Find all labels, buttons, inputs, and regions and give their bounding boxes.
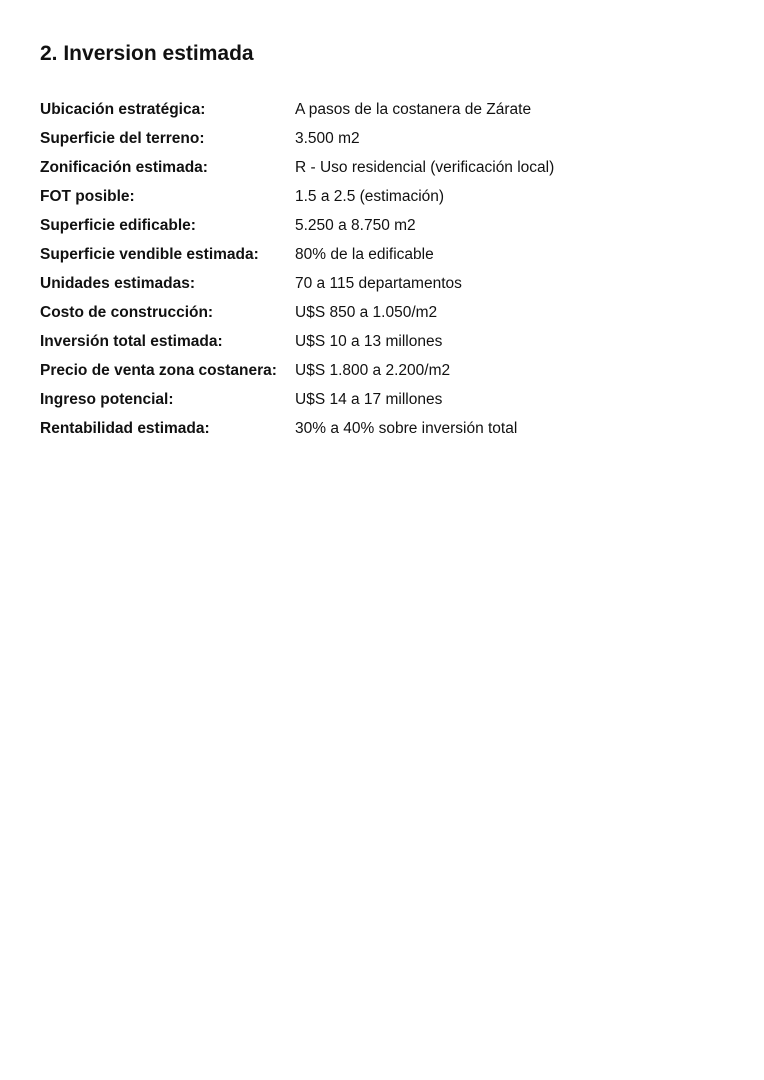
detail-value: R - Uso residencial (verificación local): [295, 158, 555, 176]
detail-label: FOT posible:: [40, 187, 135, 205]
detail-label: Rentabilidad estimada:: [40, 419, 210, 437]
detail-value: 3.500 m2: [295, 129, 360, 147]
detail-value: A pasos de la costanera de Zárate: [295, 100, 532, 118]
detail-value: U$S 14 a 17 millones: [295, 390, 443, 408]
detail-row-superficie-terreno: [40, 124, 720, 153]
detail-value: 80% de la edificable: [295, 245, 434, 263]
detail-label: Costo de construcción:: [40, 303, 214, 321]
detail-row-rentabilidad: [40, 414, 720, 443]
detail-label: Superficie edificable:: [40, 216, 196, 234]
detail-row-precio-venta: [40, 356, 720, 385]
detail-row-ubicacion: [40, 95, 720, 124]
detail-row-superficie-edificable: [40, 211, 720, 240]
detail-row-zonificacion: [40, 153, 720, 182]
detail-label: Superficie del terreno:: [40, 129, 205, 147]
detail-value: U$S 850 a 1.050/m2: [295, 303, 438, 321]
detail-label: Inversión total estimada:: [40, 332, 223, 350]
detail-label: Unidades estimadas:: [40, 274, 196, 292]
detail-row-costo-construccion: [40, 298, 720, 327]
detail-label: Zonificación estimada:: [40, 158, 208, 176]
detail-label: Ingreso potencial:: [40, 390, 174, 408]
detail-row-unidades: [40, 269, 720, 298]
detail-value: U$S 1.800 a 2.200/m2: [295, 361, 451, 379]
investment-details-list: [40, 95, 720, 443]
detail-value: 5.250 a 8.750 m2: [295, 216, 416, 234]
section-heading: 2. Inversion estimada: [40, 42, 254, 65]
detail-label: Precio de venta zona costanera:: [40, 361, 277, 379]
detail-value: 70 a 115 departamentos: [295, 274, 462, 292]
detail-label: Superficie vendible estimada:: [40, 245, 259, 263]
detail-row-fot: [40, 182, 720, 211]
detail-label: Ubicación estratégica:: [40, 100, 206, 118]
detail-value: 30% a 40% sobre inversión total: [295, 419, 518, 437]
detail-value: U$S 10 a 13 millones: [295, 332, 443, 350]
detail-row-superficie-vendible: [40, 240, 720, 269]
detail-row-inversion-total: [40, 327, 720, 356]
detail-value: 1.5 a 2.5 (estimación): [295, 187, 445, 205]
detail-row-ingreso-potencial: [40, 385, 720, 414]
